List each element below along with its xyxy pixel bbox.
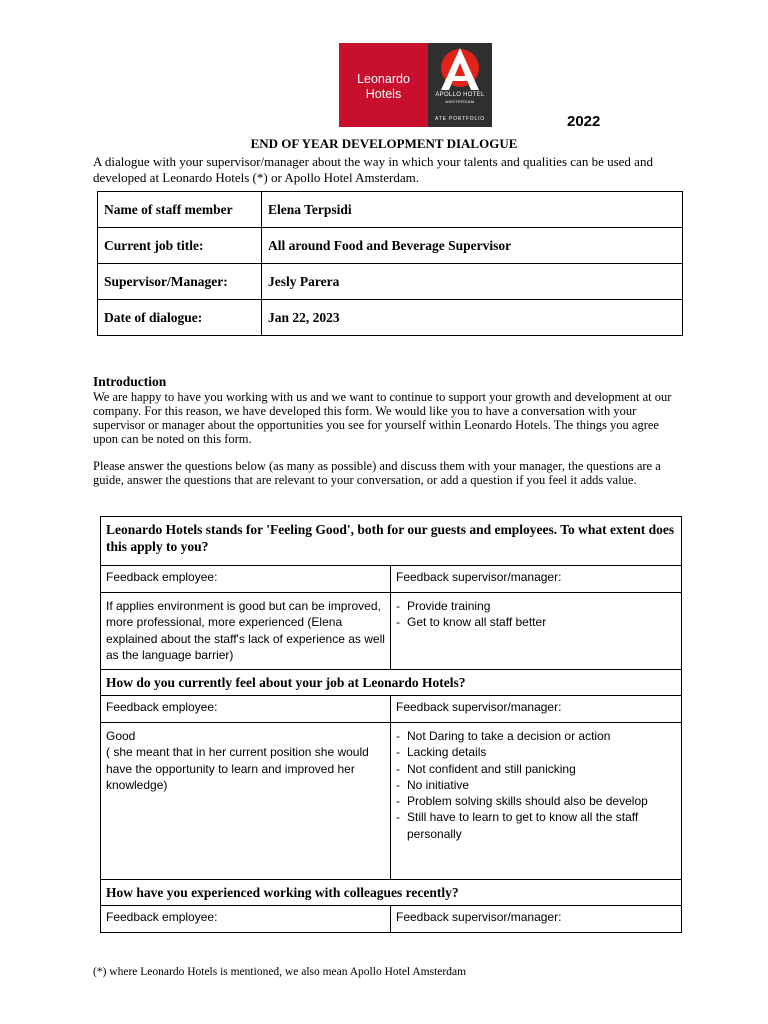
leonardo-logo-line1: Leonardo (357, 72, 410, 86)
introduction-heading: Introduction (93, 374, 167, 389)
table-row (101, 696, 682, 723)
introduction-paragraph: We are happy to have you working with us and we want to continue to support your growth and development at our company. For this reason, we have developed this form. We would like you to have a conversation with your supervisor or manager about the opportunities you see for yourself within Leonardo Hotels. The things you agree upon can be noted on this form. (93, 390, 672, 446)
form-description: A dialogue with your supervisor/manager about the way in which your talents and qualities can be used and developed at Leonardo Hotels (*) or Apollo Hotel Amsterdam. (93, 154, 653, 185)
table-row (98, 192, 683, 228)
apollo-logo-tagline: ATE PORTFOLIO (435, 116, 485, 122)
table-row (101, 517, 682, 566)
list-item: - Not Daring to take a decision or action (396, 728, 676, 744)
feedback-employee-header: Feedback employee: (101, 906, 391, 933)
table-row (98, 264, 683, 300)
list-item: - Provide training (396, 598, 676, 614)
info-label: Current job title: (98, 228, 262, 264)
list-item: - Still have to learn to get to know all the staff personally (396, 809, 676, 842)
leonardo-logo-line2: Hotels (365, 87, 402, 101)
question-2: How do you currently feel about your job at Leonardo Hotels? (101, 670, 682, 696)
table-row (101, 723, 682, 880)
employee-answer-1: If applies environment is good but can be improved, more professional, more experienced (Elena explained about the staff's lack of experience as well as the language barrier) (101, 593, 391, 670)
list-item: - Problem solving skills should also be develop (396, 793, 676, 809)
info-value: Jan 22, 2023 (262, 300, 683, 336)
table-row (98, 228, 683, 264)
table-row (101, 670, 682, 696)
page-title: END OF YEAR DEVELOPMENT DIALOGUE (250, 136, 518, 151)
info-value: Elena Terpsidi (262, 192, 683, 228)
info-value: Jesly Parera (262, 264, 683, 300)
leonardo-hotels-logo (339, 43, 428, 127)
table-row (101, 566, 682, 593)
apollo-logo-city: AMSTERDAM (445, 99, 475, 104)
employee-answer-2-summary: Good (106, 729, 136, 743)
list-item: - Lacking details (396, 744, 676, 760)
table-row (101, 906, 682, 933)
manager-answer-1 (391, 593, 682, 670)
feedback-manager-header: Feedback supervisor/manager: (391, 906, 682, 933)
info-label: Supervisor/Manager: (98, 264, 262, 300)
feedback-manager-header: Feedback supervisor/manager: (391, 696, 682, 723)
table-row (101, 593, 682, 670)
manager-answer-2 (391, 723, 682, 880)
info-label: Date of dialogue: (98, 300, 262, 336)
list-item: - No initiative (396, 777, 676, 793)
apollo-a-letter-icon (432, 46, 488, 92)
list-item: - Not confident and still panicking (396, 761, 676, 777)
employee-answer-2-detail: ( she meant that in her current position she would have the opportunity to learn and improved her knowledge) (106, 745, 369, 792)
question-1: Leonardo Hotels stands for 'Feeling Good', both for our guests and employees. To what extent does this apply to you? (101, 517, 682, 566)
feedback-manager-header: Feedback supervisor/manager: (391, 566, 682, 593)
apollo-hotel-logo (428, 43, 492, 127)
employee-answer-2 (101, 723, 391, 880)
feedback-table (100, 516, 682, 933)
staff-info-table (97, 191, 683, 336)
feedback-employee-header: Feedback employee: (101, 566, 391, 593)
table-row (101, 880, 682, 906)
info-label: Name of staff member (98, 192, 262, 228)
apollo-logo-name: APOLLO HOTEL (435, 92, 485, 98)
list-item: - Get to know all staff better (396, 614, 676, 630)
question-3: How have you experienced working with colleagues recently? (101, 880, 682, 906)
table-row (98, 300, 683, 336)
info-value: All around Food and Beverage Supervisor (262, 228, 683, 264)
form-year: 2022 (567, 113, 601, 130)
footnote: (*) where Leonardo Hotels is mentioned, we also mean Apollo Hotel Amsterdam (93, 966, 467, 978)
feedback-employee-header: Feedback employee: (101, 696, 391, 723)
instructions-paragraph: Please answer the questions below (as many as possible) and discuss them with your manager, the questions are a guide, answer the questions that are relevant to your conversation, or add a question if you feel it adds value. (93, 459, 661, 487)
